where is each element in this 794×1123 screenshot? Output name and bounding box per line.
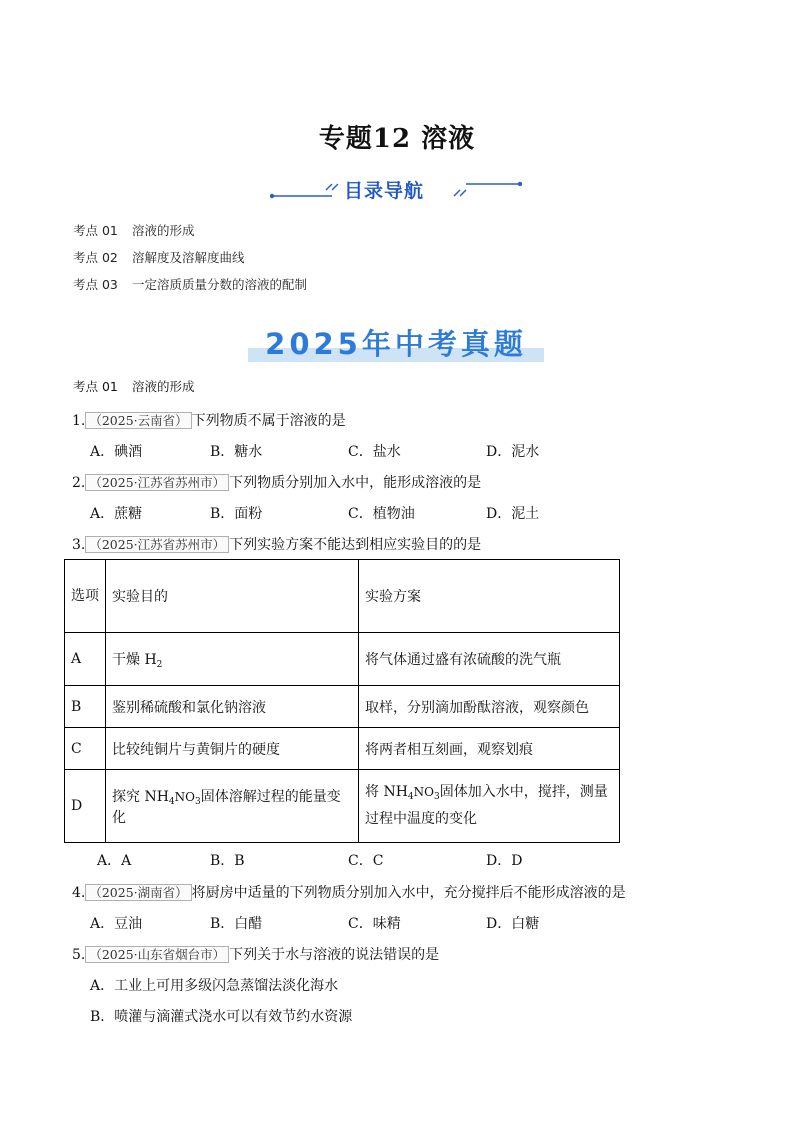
option-a[interactable]: A．A — [97, 853, 132, 869]
question-source: （2025·云南省） — [85, 412, 191, 429]
question-stem: 下列关于水与溶液的说法错误的是 — [229, 947, 440, 963]
question-source: （2025·山东省烟台市） — [85, 946, 229, 963]
option-d[interactable]: D．泥水 — [486, 444, 540, 460]
table-header: 选项 — [65, 560, 106, 633]
table-cell: 将两者相互刻画，观察划痕 — [359, 728, 620, 770]
table-cell: 干燥 $H_2$ — [106, 633, 359, 686]
option-a[interactable]: A．工业上可用多级闪急蒸馏法淡化海水 — [90, 978, 339, 994]
option-a[interactable]: A．蔗糖 — [90, 506, 143, 522]
option-d[interactable]: D．白糖 — [486, 916, 540, 932]
table-header-row — [65, 560, 620, 633]
option-b[interactable]: B．喷灌与滴灌式浇水可以有效节约水资源 — [90, 1009, 353, 1025]
option-b[interactable]: B．白醋 — [210, 916, 263, 932]
table-header: 实验方案 — [359, 560, 620, 633]
option-c[interactable]: C．盐水 — [348, 444, 401, 460]
question-stem: 下列物质分别加入水中，能形成溶液的是 — [229, 475, 482, 491]
question-4: 4. （2025·湖南省） 将厨房中适量的下列物质分别加入水中，充分搅拌后不能形成溶液的是 — [72, 885, 626, 901]
question-source: （2025·江苏省苏州市） — [85, 536, 229, 553]
question-stem: 下列物质不属于溶液的是 — [191, 413, 346, 429]
toc-item[interactable]: 考点 03 一定溶质质量分数的溶液的配制 — [73, 277, 308, 292]
table-row — [65, 686, 620, 728]
table-cell: C — [65, 728, 106, 770]
option-d[interactable]: D．D — [486, 853, 523, 869]
banner-text: 2025年中考真题 — [265, 327, 527, 361]
option-c[interactable]: C．C — [348, 853, 384, 869]
table-cell: 取样，分别滴加酚酞溶液，观察颜色 — [359, 686, 620, 728]
option-b[interactable]: B．面粉 — [210, 506, 263, 522]
table-cell: B — [65, 686, 106, 728]
option-d[interactable]: D．泥土 — [486, 506, 540, 522]
table-cell: A — [65, 633, 106, 686]
option-a[interactable]: A．豆油 — [90, 916, 143, 932]
table-header: 实验目的 — [106, 560, 359, 633]
question-2: 2. （2025·江苏省苏州市） 下列物质分别加入水中，能形成溶液的是 — [72, 475, 482, 491]
option-c[interactable]: C．植物油 — [348, 506, 415, 522]
table-cell: 鉴别稀硫酸和氯化钠溶液 — [106, 686, 359, 728]
question-stem: 将厨房中适量的下列物质分别加入水中，充分搅拌后不能形成溶液的是 — [191, 885, 626, 901]
table-cell: D — [65, 770, 106, 843]
option-b[interactable]: B．糖水 — [210, 444, 263, 460]
question-1: 1. （2025·云南省） 下列物质不属于溶液的是 — [72, 413, 346, 429]
section-banner — [248, 322, 544, 364]
page-title: 专题12 溶液 — [318, 124, 476, 154]
toc-heading-text: 目录导航 — [344, 180, 425, 202]
question-source: （2025·江苏省苏州市） — [85, 474, 229, 491]
option-c[interactable]: C．味精 — [348, 916, 401, 932]
question-5: 5. （2025·山东省烟台市） 下列关于水与溶液的说法错误的是 — [72, 947, 440, 963]
toc-heading — [270, 174, 522, 204]
table-row — [65, 770, 620, 843]
table-cell: 比较纯铜片与黄铜片的硬度 — [106, 728, 359, 770]
table-row — [65, 728, 620, 770]
table-cell: 探究 $NH_4NO_3$固体溶解过程的能量变化 — [106, 770, 359, 843]
option-a[interactable]: A．碘酒 — [90, 444, 143, 460]
experiment-table — [64, 559, 620, 843]
table-row — [65, 633, 620, 686]
table-cell: 将气体通过盛有浓硫酸的洗气瓶 — [359, 633, 620, 686]
option-b[interactable]: B．B — [210, 853, 245, 869]
section-heading: 考点 01 溶液的形成 — [73, 379, 195, 394]
toc-item[interactable]: 考点 01 溶液的形成 — [73, 223, 195, 238]
question-3: 3. （2025·江苏省苏州市） 下列实验方案不能达到相应实验目的的是 — [72, 537, 482, 553]
question-stem: 下列实验方案不能达到相应实验目的的是 — [229, 537, 482, 553]
question-source: （2025·湖南省） — [85, 884, 191, 901]
table-cell: 将 $NH_4NO_3$固体加入水中，搅拌，测量过程中温度的变化 — [359, 770, 620, 843]
toc-item[interactable]: 考点 02 溶解度及溶解度曲线 — [73, 250, 245, 265]
